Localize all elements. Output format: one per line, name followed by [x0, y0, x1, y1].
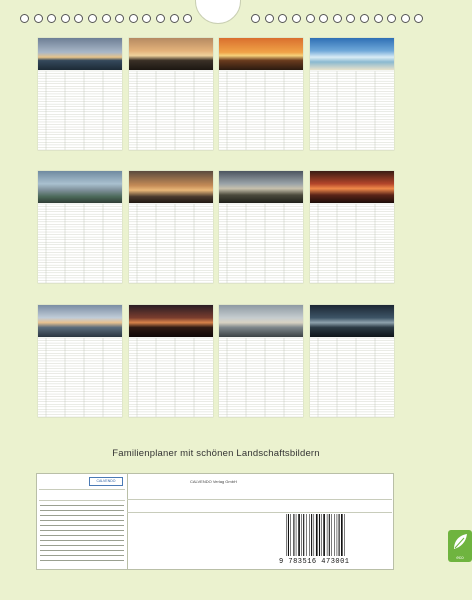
- barcode-bar: [344, 514, 345, 556]
- month-tile: [38, 38, 122, 150]
- description-line: [40, 535, 124, 538]
- eco-label: eco: [456, 555, 464, 560]
- description-line: [40, 525, 124, 528]
- month-tile: [129, 171, 213, 283]
- barcode-bar: [286, 514, 287, 556]
- month-photo: [310, 38, 394, 70]
- planner-grid: [129, 71, 213, 150]
- binding-ring: [74, 14, 83, 23]
- divider: [127, 499, 392, 500]
- planner-grid: [38, 338, 122, 417]
- month-photo: [219, 38, 303, 70]
- divider: [39, 500, 125, 501]
- month-photo: [129, 171, 213, 203]
- month-tile: [310, 305, 394, 417]
- planner-grid: [129, 204, 213, 283]
- description-line: [40, 515, 124, 518]
- barcode-bar: [298, 514, 300, 556]
- binding-ring: [319, 14, 328, 23]
- barcode-bar: [288, 514, 289, 556]
- barcode: [285, 514, 355, 558]
- month-photo: [310, 171, 394, 203]
- barcode-number: 9 783516 473001: [279, 558, 350, 566]
- barcode-bar: [341, 514, 343, 556]
- month-photo: [310, 305, 394, 337]
- barcode-bar: [327, 514, 328, 556]
- month-photo: [129, 38, 213, 70]
- month-tile: [219, 171, 303, 283]
- description-line: [40, 540, 124, 543]
- divider: [39, 489, 125, 490]
- binding-ring: [374, 14, 383, 23]
- month-tile: [310, 38, 394, 150]
- binding-ring: [20, 14, 29, 23]
- barcode-bar: [296, 514, 297, 556]
- binding-ring: [387, 14, 396, 23]
- month-photo: [38, 305, 122, 337]
- barcode-bar: [303, 514, 304, 556]
- planner-grid: [38, 204, 122, 283]
- month-photo: [38, 171, 122, 203]
- description-line: [40, 520, 124, 523]
- planner-grid: [310, 71, 394, 150]
- month-tile: [38, 171, 122, 283]
- planner-grid: [219, 204, 303, 283]
- barcode-bar: [323, 514, 325, 556]
- binding-ring: [156, 14, 165, 23]
- barcode-bar: [293, 514, 294, 556]
- description-line: [40, 505, 124, 508]
- binding-ring: [292, 14, 301, 23]
- month-photo: [219, 171, 303, 203]
- barcode-bar: [319, 514, 320, 556]
- binding-ring: [401, 14, 410, 23]
- calvendo-logo: CALVENDO: [89, 477, 123, 486]
- binding-ring: [333, 14, 342, 23]
- binding-ring: [34, 14, 43, 23]
- binding-ring: [251, 14, 260, 23]
- month-photo: [219, 305, 303, 337]
- binding-ring: [129, 14, 138, 23]
- barcode-bar: [331, 514, 332, 556]
- barcode-bar: [339, 514, 340, 556]
- month-tile: [38, 305, 122, 417]
- barcode-bar: [309, 514, 310, 556]
- month-tile: [310, 171, 394, 283]
- barcode-bar: [290, 514, 291, 556]
- planner-grid: [310, 204, 394, 283]
- binding-ring: [47, 14, 56, 23]
- month-tile: [219, 38, 303, 150]
- month-tile: [129, 38, 213, 150]
- month-tile: [129, 305, 213, 417]
- planner-grid: [129, 338, 213, 417]
- binding-ring: [346, 14, 355, 23]
- barcode-bar: [316, 514, 318, 556]
- description-line: [40, 555, 124, 558]
- publisher-name: CALVENDO Verlag GmbH: [190, 479, 237, 484]
- planner-grid: [310, 338, 394, 417]
- binding-ring: [170, 14, 179, 23]
- imprint-box: [36, 473, 464, 570]
- description-line: [40, 545, 124, 548]
- month-tile: [219, 305, 303, 417]
- leaf-icon: [448, 530, 472, 554]
- binding-ring: [265, 14, 274, 23]
- barcode-bar: [321, 514, 322, 556]
- binding-ring: [88, 14, 97, 23]
- binding-ring: [102, 14, 111, 23]
- divider: [127, 512, 392, 513]
- binding-ring: [142, 14, 151, 23]
- binding-ring: [61, 14, 70, 23]
- description-line: [40, 560, 124, 563]
- planner-grid: [38, 71, 122, 150]
- planner-grid: [219, 338, 303, 417]
- barcode-bar: [311, 514, 312, 556]
- spiral-binding: [20, 14, 412, 26]
- barcode-bar: [329, 514, 330, 556]
- binding-ring: [360, 14, 369, 23]
- barcode-bar: [334, 514, 335, 556]
- description-line: [40, 510, 124, 513]
- imprint-right-column: [127, 474, 464, 569]
- calendar-title: Familienplaner mit schönen Landschaftsbildern: [112, 448, 320, 459]
- month-photo: [129, 305, 213, 337]
- barcode-bar: [306, 514, 307, 556]
- description-line: [40, 550, 124, 553]
- barcode-bar: [301, 514, 302, 556]
- month-photo: [38, 38, 122, 70]
- binding-ring: [183, 14, 192, 23]
- binding-ring: [115, 14, 124, 23]
- eco-badge: [448, 530, 472, 562]
- barcode-bar: [337, 514, 338, 556]
- imprint-left-column: [37, 474, 128, 569]
- binding-ring: [306, 14, 315, 23]
- barcode-bar: [314, 514, 315, 556]
- binding-ring: [278, 14, 287, 23]
- description-line: [40, 530, 124, 533]
- planner-grid: [219, 71, 303, 150]
